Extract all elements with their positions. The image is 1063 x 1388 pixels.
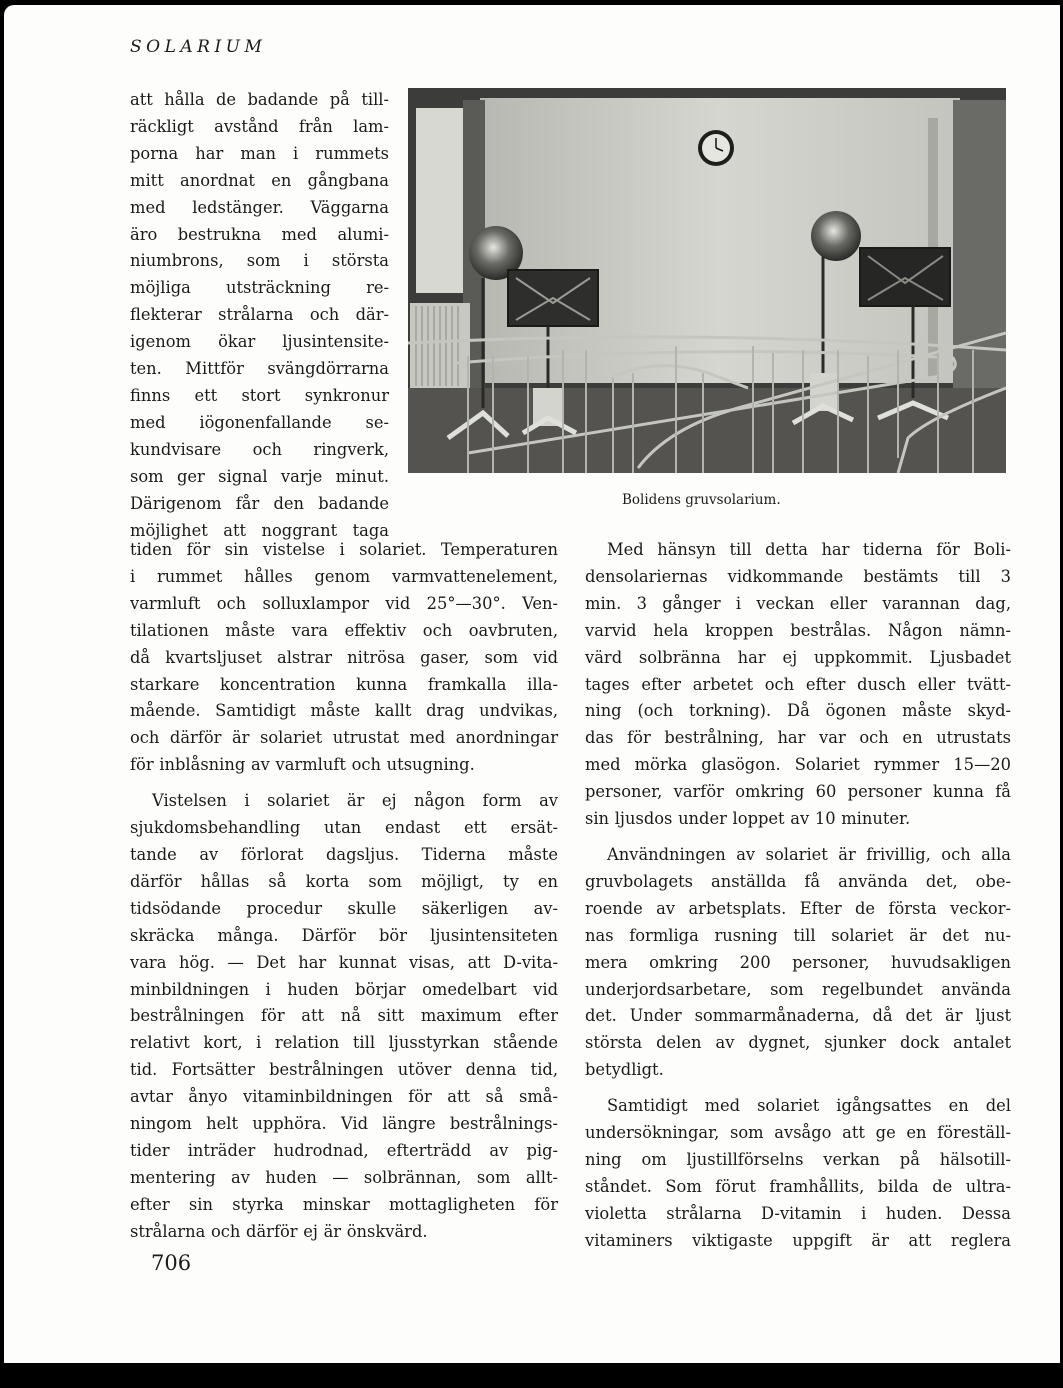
text-line: sjukdomsbehandling utan endast ett ersät- xyxy=(130,818,558,838)
text-line: ståndet. Som förut framhållits, bilda de ultra- xyxy=(585,1176,1011,1196)
text-line: äro bestrukna med alumi- xyxy=(130,224,389,244)
text-line: igenom ökar ljusintensite- xyxy=(130,332,389,352)
right-column xyxy=(585,537,1011,1255)
text-line: ning (och torkning). Då ögonen måste skyd- xyxy=(585,701,1011,721)
figure-photo xyxy=(408,88,1006,473)
text-line: underjordsarbetare, som regelbundet använda xyxy=(585,979,1011,999)
text-line: tidsödande procedur skulle säkerligen av- xyxy=(130,898,558,918)
text-line: tiden för sin vistelse i solariet. Temperaturen xyxy=(130,540,558,559)
text-line: bestrålningen för att nå sitt maximum efter xyxy=(130,1006,558,1026)
paragraph xyxy=(130,537,558,779)
page xyxy=(4,5,1060,1363)
text-line: Med hänsyn till detta har tiderna för Boli- xyxy=(607,540,1011,559)
text-line: tilationen måste vara effektiv och oavbruten, xyxy=(130,620,558,640)
text-line: Vistelsen i solariet är ej någon form av xyxy=(152,791,558,811)
text-line: tid. Fortsätter bestrålningen utöver denna tid, xyxy=(130,1060,558,1080)
text-line: därför hållas så korta som möjligt, ty en xyxy=(130,871,558,891)
text-line: Samtidigt med solariet igångsattes en del xyxy=(607,1096,1011,1116)
text-line: ningom helt upphöra. Vid längre bestrålnings- xyxy=(130,1114,558,1134)
text-line: min. 3 gånger i veckan eller varannan dag, xyxy=(585,593,1011,613)
text-line: vitaminers viktigaste uppgift är att reglera xyxy=(585,1230,1011,1250)
text-line: gruvbolagets anställda få använda det, obe- xyxy=(585,871,1011,891)
text-line: nas formliga rusning till solariet är det nu- xyxy=(585,925,1011,945)
text-line: med iögonenfallande se- xyxy=(130,412,389,432)
text-line: mera omkring 200 personer, huvudsakligen xyxy=(585,952,1011,972)
paragraph xyxy=(585,537,1011,833)
text-line: kundvisare och ringverk, xyxy=(130,439,389,459)
text-line: undersökningar, som avsågo att ge en föreställ- xyxy=(585,1123,1011,1143)
text-line: det. Under sommarmånaderna, då det är ljust xyxy=(585,1006,1011,1026)
paragraph-gap xyxy=(585,1084,1011,1093)
solarium-photo-illustration xyxy=(408,88,1006,473)
text-line: vara hög. — Det har kunnat visas, att D-vita- xyxy=(130,952,558,972)
text-line: värd solbränna har ej uppkommit. Ljusbadet xyxy=(585,647,1011,667)
text-line: i rummet hålles genom varmvattenelement, xyxy=(130,566,558,586)
paragraph-gap xyxy=(130,779,558,788)
text-line: möjliga utsträckning re- xyxy=(130,278,389,298)
text-line: flekterar strålarna och där- xyxy=(130,305,389,325)
text-line: avtar ånyo vitaminbildningen för att så små- xyxy=(130,1087,558,1107)
page-number: 706 xyxy=(151,1251,192,1275)
text-line: mående. Samtidigt måste kallt drag undvikas, xyxy=(130,701,558,721)
text-line: Därigenom får den badande xyxy=(130,493,389,513)
text-line: densolariernas vidkommande bestämts till 3 xyxy=(585,566,1011,586)
text-line: ten. Mittför svängdörrarna xyxy=(130,359,389,379)
text-line: mitt anordnat en gångbana xyxy=(130,170,389,190)
text-line: att hålla de badande på till- xyxy=(130,90,389,109)
text-line: tages efter arbetet och efter dusch eller tvätt- xyxy=(585,674,1011,694)
text-line: roende av arbetsplats. Efter de första veckor- xyxy=(585,898,1011,918)
text-line: efter sin styrka minskar mottagligheten för xyxy=(130,1194,558,1214)
running-head: SOLARIUM xyxy=(130,37,267,57)
text-line: skräcka många. Därför bör ljusintensiteten xyxy=(130,925,558,945)
text-line: niumbrons, som i största xyxy=(130,251,389,271)
text-line: starkare koncentration kunna framkalla illa- xyxy=(130,674,558,694)
text-line: das för bestrålning, har var och en utrustats xyxy=(585,728,1011,748)
text-line: då kvartsljuset alstrar nitrösa gaser, som vid xyxy=(130,647,558,667)
text-line: personer, varför omkring 60 personer kunna få xyxy=(585,782,1011,802)
text-line: sin ljusdos under loppet av 10 minuter. xyxy=(585,809,911,829)
text-line: varmluft och solluxlampor vid 25°—30°. Ven- xyxy=(130,593,558,613)
text-line: violetta strålarna D-vitamin i huden. Dessa xyxy=(585,1203,1011,1223)
text-line: som ger signal varje minut. xyxy=(130,466,389,486)
text-line: största delen av dygnet, sjunker dock antalet xyxy=(585,1033,1011,1053)
paragraph xyxy=(585,842,1011,1084)
text-line: tande av förlorat dagsljus. Tiderna måste xyxy=(130,844,558,864)
text-line: och därför är solariet utrustat med anordningar xyxy=(130,728,558,748)
text-line: porna har man i rummets xyxy=(130,143,389,163)
text-line: varvid hela kroppen bestrålas. Någon nämn- xyxy=(585,620,1011,640)
text-line: ning om ljustillförselns verkan på hälsotill- xyxy=(585,1149,1011,1169)
text-line: för inblåsning av varmluft och utsugning. xyxy=(130,755,475,775)
text-line: med mörka glasögon. Solariet rymmer 15—20 xyxy=(585,755,1011,775)
paragraph xyxy=(130,788,558,1245)
text-line: räckligt avstånd från lam- xyxy=(130,116,389,136)
left-column-narrow xyxy=(130,87,389,544)
text-line: minbildningen i huden börjar omedelbart vid xyxy=(130,979,558,999)
left-column-wide xyxy=(130,537,558,1246)
text-line: möjlighet att noggrant taga xyxy=(130,520,389,540)
text-line: med ledstänger. Väggarna xyxy=(130,197,389,217)
paragraph-gap xyxy=(585,833,1011,842)
figure-caption: Bolidens gruvsolarium. xyxy=(622,492,781,508)
text-line: relativt kort, i relation till ljusstyrkan stående xyxy=(130,1033,558,1053)
text-line: betydligt. xyxy=(585,1060,664,1080)
text-line: finns ett stort synkronur xyxy=(130,385,389,405)
text-line: Användningen av solariet är frivillig, och alla xyxy=(607,844,1011,864)
text-line: mentering av huden — solbrännan, som allt- xyxy=(130,1167,558,1187)
text-line: strålarna och därför ej är önskvärd. xyxy=(130,1221,428,1241)
text-line: tider inträder hudrodnad, efterträdd av pig- xyxy=(130,1140,558,1160)
paragraph xyxy=(585,1093,1011,1254)
